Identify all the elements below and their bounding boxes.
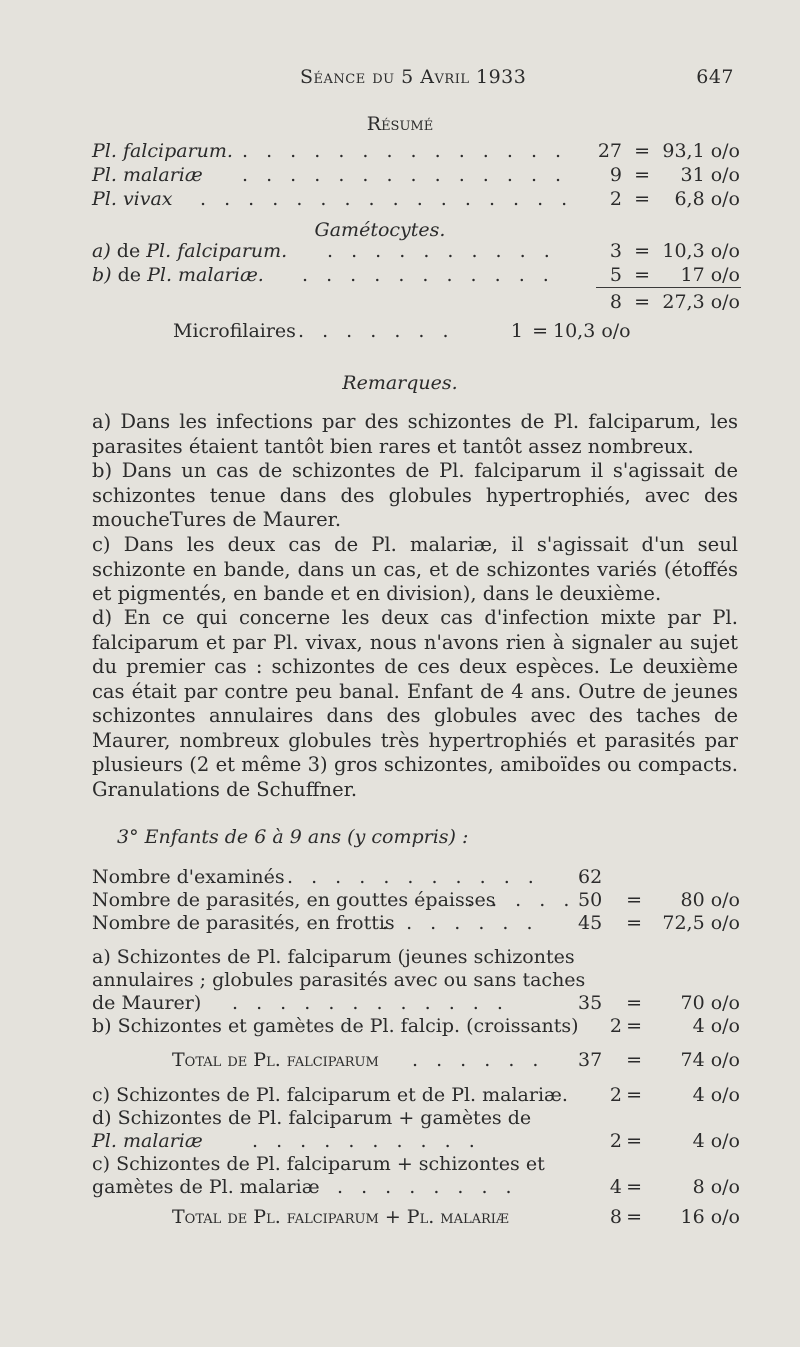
row-count: 3 [609, 240, 622, 262]
row-count: 35 [578, 992, 603, 1014]
remarques-heading: Remarques. [342, 372, 458, 394]
row-percent: 27,3 o/o [662, 291, 740, 313]
running-title: Séance du 5 Avril 1933 [300, 66, 527, 88]
stats-row-e-line1: c) Schizontes de Pl. falciparum + schizontes et [92, 1153, 545, 1175]
remark-paragraph-d: d) En ce qui concerne les deux cas d'infection mixte par Pl. falciparum et par Pl. vivax, nous n'avons rien à signaler au sujet du premier cas : schizontes de ces deux espèces. Le deuxième cas était par contre peu banal. Enfant de 4 ans. Outre de jeunes schizontes annulaires dans des globules avec des taches de Maurer, nombreux globules très hypertrophiés et parasités par plusieurs (2 et même 3) gros schizontes, amiboïdes ou compacts. Granulations de Schuffner. [92, 606, 738, 801]
leader-dots: . . . . . . . [382, 912, 539, 934]
stats-row [92, 912, 752, 938]
row-equals: = [634, 140, 650, 162]
page-number: 647 [696, 66, 734, 88]
stats-row-d-line1: d) Schizontes de Pl. falciparum + gamètes de [92, 1107, 532, 1129]
row-equals: = [626, 889, 642, 911]
gametocyte-total-row [92, 291, 752, 317]
row-count: 2 [609, 1130, 622, 1152]
row-label: Nombre de parasités, en gouttes épaisses [92, 889, 496, 911]
row-percent: 31 o/o [680, 164, 740, 186]
sum-rule [596, 287, 741, 288]
row-label: Nombre d'examinés [92, 866, 285, 888]
row-count: 62 [578, 866, 603, 888]
row-equals: = [626, 1130, 642, 1152]
row-label: b) de Pl. malariæ. [92, 264, 264, 286]
leader-dots: . . . . . . . . . . . . . . [242, 164, 568, 186]
leader-dots: . . . . . . . . . . . [287, 866, 540, 888]
row-label: Pl. falciparum. [92, 140, 233, 162]
row-percent: 4 o/o [692, 1084, 740, 1106]
stats-row-a-line1: a) Schizontes de Pl. falciparum (jeunes schizontes [92, 946, 575, 968]
stats-row-a-line2: annulaires ; globules parasités avec ou sans taches [92, 969, 586, 991]
resume-row [92, 140, 752, 166]
row-percent: 70 o/o [680, 992, 740, 1014]
row-count: 2 [609, 1084, 622, 1106]
row-equals: = [634, 188, 650, 210]
stats-row-b [92, 1015, 752, 1041]
row-equals: = [532, 320, 548, 342]
resume-heading: Résumé [366, 113, 434, 135]
row-equals: = [626, 992, 642, 1014]
resume-row [92, 188, 752, 214]
leader-dots: . . . . . . . . . . . [302, 264, 555, 286]
leader-dots: . . . . . . . . . . [327, 240, 556, 262]
row-label: Microfilaires [173, 320, 296, 342]
leader-dots: . . . . . . . . . . . . [232, 992, 509, 1014]
row-percent: 74 o/o [680, 1049, 740, 1071]
remark-paragraph-b: b) Dans un cas de schizontes de Pl. falciparum il s'agissait de schizontes tenue dans des globules hypertrophiés, avec des moucheTures de Maurer. [92, 459, 738, 531]
gametocyte-row [92, 240, 752, 266]
row-percent: 6,8 o/o [674, 188, 740, 210]
row-percent: 8 o/o [692, 1176, 740, 1198]
row-percent: 72,5 o/o [662, 912, 740, 934]
row-label: Nombre de parasités, en frottis [92, 912, 395, 934]
row-label: c) Schizontes de Pl. falciparum et de Pl. malariæ. [92, 1084, 568, 1106]
row-count: 37 [578, 1049, 603, 1071]
row-label: Pl. vivax [92, 188, 173, 210]
row-count: 27 [597, 140, 622, 162]
remark-paragraph-a: a) Dans les infections par des schizontes de Pl. falciparum, les parasites étaient tantôt bien rares et tantôt assez nombreux. [92, 410, 738, 458]
row-count: 9 [609, 164, 622, 186]
row-count: 8 [609, 1206, 622, 1228]
row-equals: = [626, 1015, 642, 1037]
row-equals: = [626, 1206, 642, 1228]
row-equals: = [634, 291, 650, 313]
row-count: 45 [578, 912, 603, 934]
row-count: 1 [510, 320, 523, 342]
stats-total-mixed [172, 1206, 752, 1232]
row-percent: 93,1 o/o [662, 140, 740, 162]
row-percent: 80 o/o [680, 889, 740, 911]
gametocytes-heading: Gamétocytes. [314, 219, 446, 241]
row-equals: = [626, 912, 642, 934]
row-equals: = [634, 240, 650, 262]
row-percent: 4 o/o [692, 1130, 740, 1152]
leader-dots: . . . . . . . . . . . . . . . . [200, 188, 574, 210]
row-equals: = [626, 1049, 642, 1071]
row-label: a) de Pl. falciparum. [92, 240, 288, 262]
row-count: 2 [609, 188, 622, 210]
resume-row [92, 164, 752, 190]
leader-dots: . . . . . . . . [337, 1176, 518, 1198]
row-equals: = [634, 264, 650, 286]
row-label: Total de Pl. falciparum [172, 1049, 379, 1071]
leader-dots: . . . . . [467, 889, 576, 911]
row-count: 4 [609, 1176, 622, 1198]
row-label: gamètes de Pl. malariæ [92, 1176, 320, 1198]
leader-dots: . . . . . . . . . . . . . . [242, 140, 568, 162]
row-count: 2 [609, 1015, 622, 1037]
row-label: Pl. malariæ [92, 1130, 203, 1152]
row-percent: 17 o/o [680, 264, 740, 286]
stats-row-e [92, 1176, 752, 1202]
row-percent: 4 o/o [692, 1015, 740, 1037]
row-label: de Maurer) [92, 992, 202, 1014]
remark-paragraph-c: c) Dans les deux cas de Pl. malariæ, il s'agissait d'un seul schizonte en bande, dans un cas, et de schizontes variés (étoffés et pigmentés, en bande et en division), dans le deuxième. [92, 533, 738, 605]
leader-dots: . . . . . . . . . . [252, 1130, 481, 1152]
microfilaires-row [173, 320, 673, 346]
row-equals: = [626, 1176, 642, 1198]
row-count: 5 [609, 264, 622, 286]
row-count: 8 [609, 291, 622, 313]
leader-dots: . . . . . . [412, 1049, 545, 1071]
section3-heading: 3° Enfants de 6 à 9 ans (y compris) : [117, 826, 469, 848]
row-label: Total de Pl. falciparum + Pl. malariæ [172, 1206, 509, 1228]
row-count: 50 [578, 889, 603, 911]
stats-total-falciparum [172, 1049, 752, 1075]
row-percent: 10,3 o/o [553, 320, 631, 342]
row-percent: 16 o/o [680, 1206, 740, 1228]
row-equals: = [626, 1084, 642, 1106]
row-label: Pl. malariæ [92, 164, 203, 186]
row-equals: = [634, 164, 650, 186]
row-percent: 10,3 o/o [662, 240, 740, 262]
leader-dots: . . . . . . . [298, 320, 455, 342]
row-label: b) Schizontes et gamètes de Pl. falcip. (croissants) [92, 1015, 579, 1037]
